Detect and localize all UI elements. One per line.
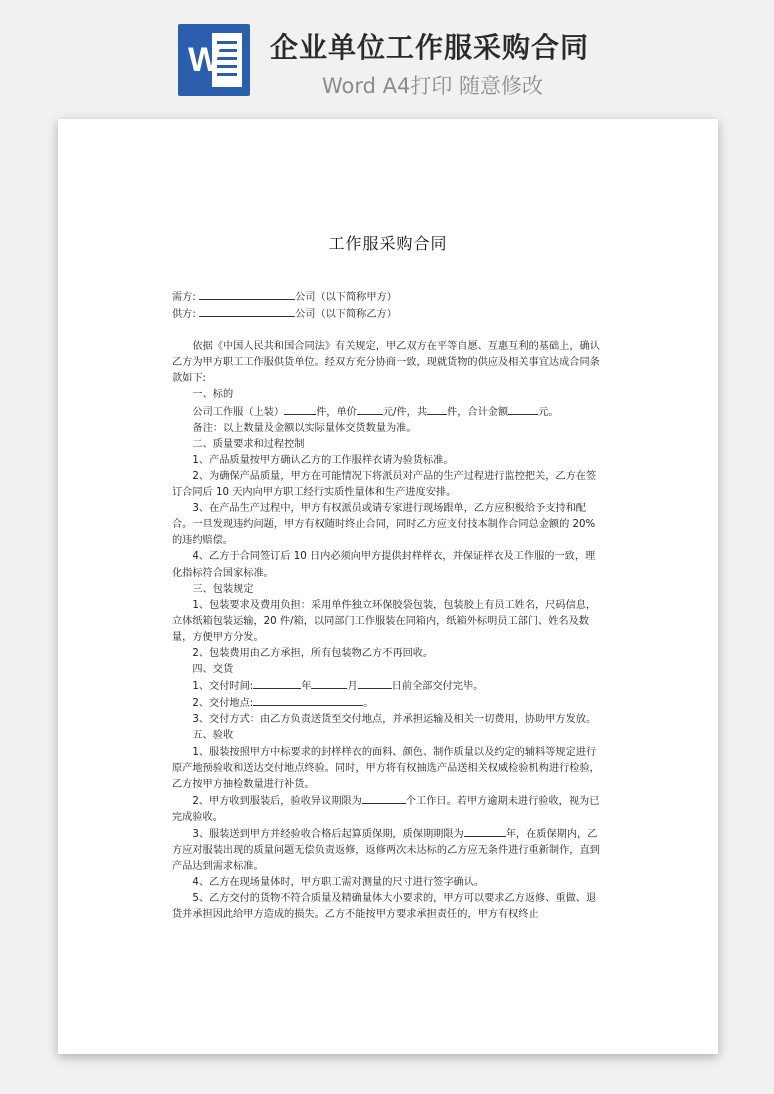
header-banner	[0, 0, 774, 110]
word-document-icon	[178, 24, 250, 96]
section-2-clause-2: 2、为确保产品质量，甲方在可能情况下将派员对产品的生产过程进行监控把关，乙方在签订合同后 10 天内向甲方职工经行实质性量体和生产进度安排。	[172, 470, 597, 499]
document-title: 工作服采购合同	[328, 234, 448, 253]
section-3-heading: 三、包装规定	[192, 583, 254, 595]
banner-title: 企业单位工作服采购合同	[270, 31, 590, 64]
section-5-heading: 五、验收	[192, 730, 234, 742]
section-3-clause-2: 2、包装费用由乙方承担，所有包装物乙方不再回收。	[192, 647, 434, 659]
section-1-note: 备注：以上数量及金额以实际量体交货数量为准。	[192, 422, 417, 434]
banner-subtitle: Word A4打印 随意修改	[322, 74, 544, 98]
document-page	[58, 119, 718, 1054]
section-4-heading: 四、交货	[192, 664, 234, 676]
section-4-clause-1: 1、交付时间: 年 月 日前全部交付完毕。	[172, 678, 602, 695]
section-3-clause-1: 1、包装要求及费用负担：采用单件独立环保胶袋包装，包装胶上有员工姓名，尺码信息，立体纸箱包装运输，20 件/箱，以同部门工作服装在同箱内，纸箱外标明员工部门、姓名及数量，方便甲方分发。	[172, 599, 597, 643]
section-5-clause-1: 1、服装按照甲方中标要求的封样样衣的面料、颜色、制作质量以及约定的辅料等规定进行原产地预验收和送达交付地点终验。同时，甲方将有权抽选产品送相关权威检验机构进行检验，乙方按甲方抽检数量进行补货。	[172, 746, 600, 790]
section-1-heading: 一、标的	[192, 389, 234, 401]
section-2-clause-3: 3、在产品生产过程中，甲方有权派员或请专家进行现场跟单，乙方应积极给予支持和配合。一旦发现违约问题，甲方有权随时终止合同，同时乙方应支付技本制作合同总金额的 20%的违约赔偿。	[172, 503, 596, 547]
section-4-clause-2: 2、交付地点: 。	[172, 695, 602, 712]
section-2-clause-1: 1、产品质量按甲方确认乙方的工作服样衣请为验货标准。	[192, 454, 454, 466]
section-5-clause-2: 2、甲方收到服装后，验收异议期限为 个工作日。若甲方逾期未进行验收，视为已完成验收。	[172, 793, 602, 826]
section-2-heading: 二、质量要求和过程控制	[192, 438, 305, 450]
buyer-line: 需方: 公司（以下简称甲方）	[172, 289, 602, 306]
section-2-clause-4: 4、乙方于合同签订后 10 日内必须向甲方提供封样样衣，并保证样衣及工作服的一致，理化指标符合国家标准。	[172, 551, 596, 579]
section-5-clause-4: 4、乙方在现场量体时，甲方职工需对测量的尺寸进行签字确认。	[192, 877, 485, 889]
section-1-item: 公司工作服（上装） 件，单价 元/件，共 件，合计金额 元。	[172, 404, 602, 421]
document-body	[172, 289, 602, 924]
section-4-clause-3: 3、交付方式：由乙方负责送货至交付地点，并承担运输及相关一切费用，协助甲方发放。	[192, 714, 597, 726]
section-5-clause-3: 3、服装送到甲方并经验收合格后起算质保期，质保期期限为 年，在质保期内，乙方应对服装出现的质量问题无偿负责返修，返修两次未达标的乙方应无条件进行重新制作，直到产品达到需求标准。	[172, 826, 602, 875]
word-icon-letter: W	[187, 41, 221, 79]
intro-paragraph: 依据《中国人民共和国合同法》有关规定，甲乙双方在平等自愿、互惠互利的基础上，确认乙方为甲方职工工作服供货单位。经双方充分协商一致，现就货物的供应及相关事宜达成合同条款如下:	[172, 341, 600, 385]
section-5-clause-5: 5、乙方交付的货物不符合质量及精确量体大小要求的，甲方可以要求乙方返修、重做、退货并承担因此给甲方造成的损失。乙方不能按甲方要求承担责任的，甲方有权终止	[172, 893, 597, 921]
seller-line: 供方: 公司（以下简称乙方）	[172, 306, 602, 323]
